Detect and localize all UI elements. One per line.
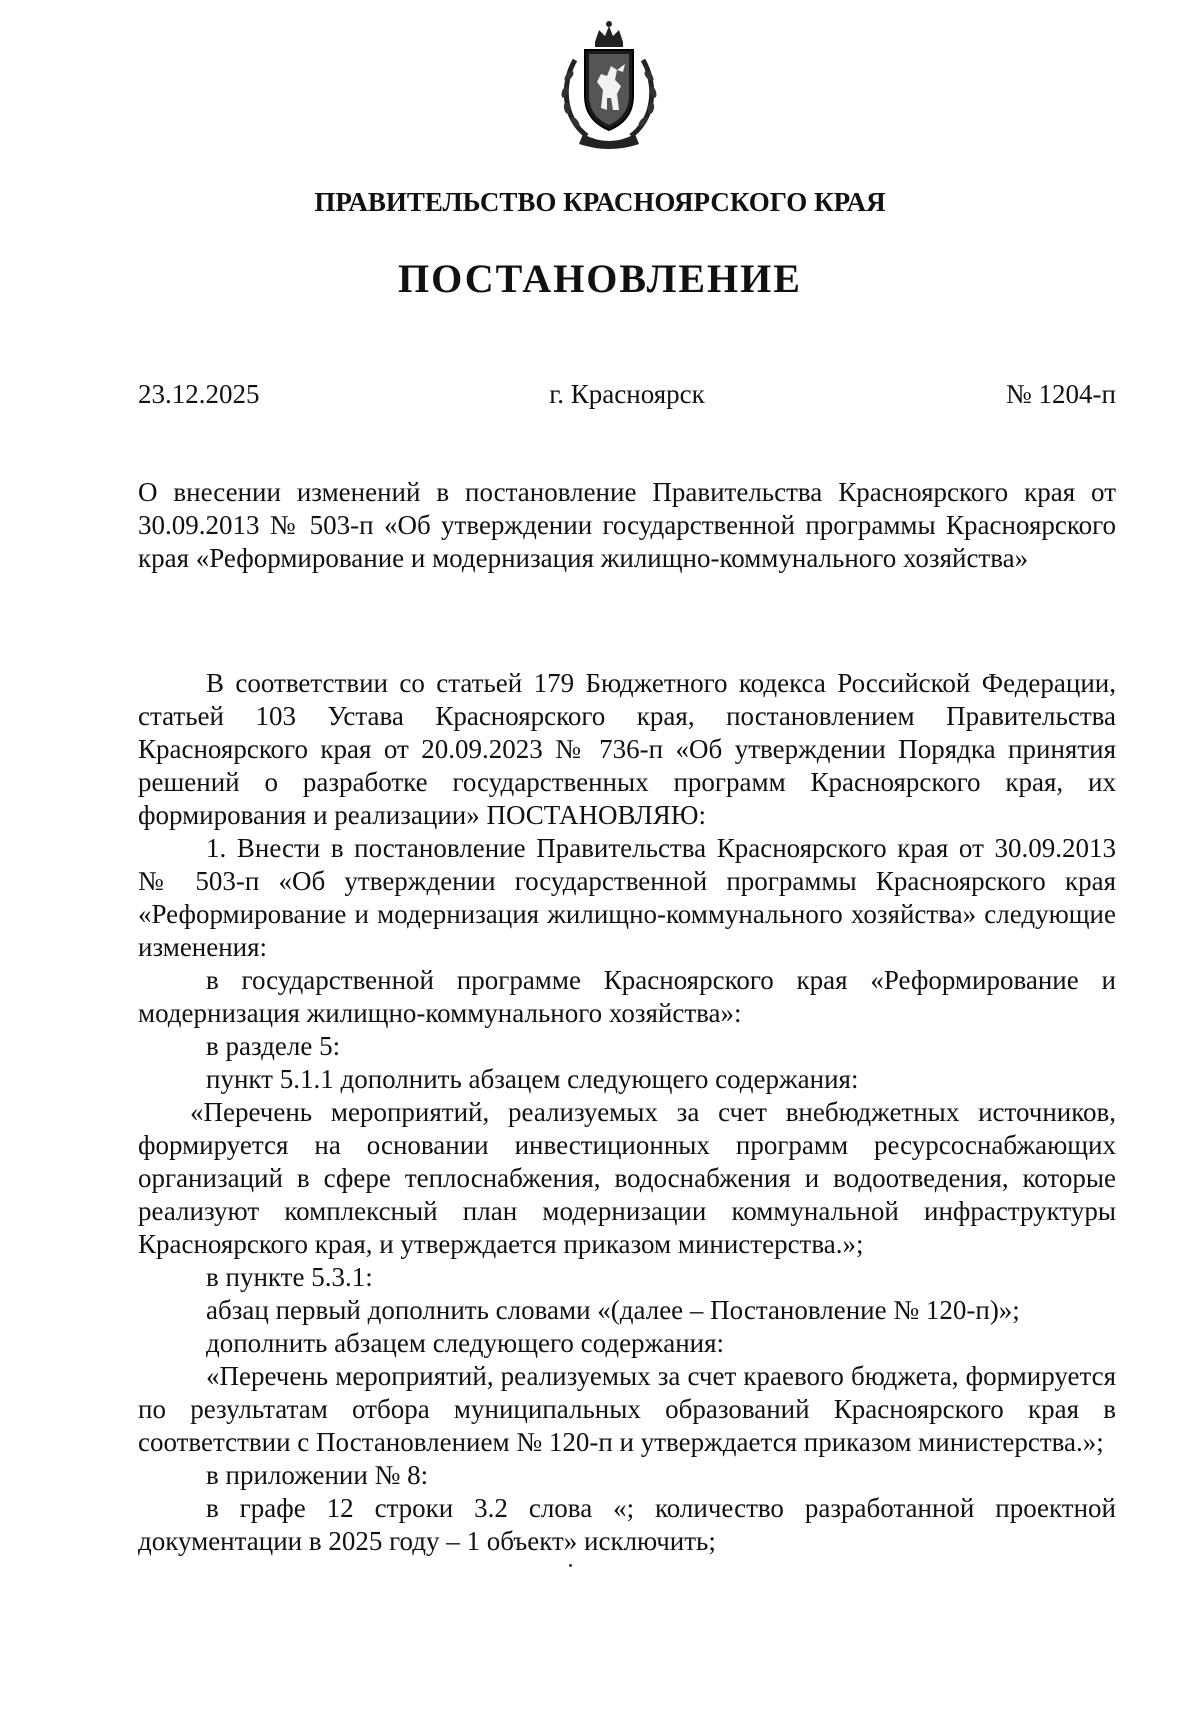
add-paragraph-line: дополнить абзацем следующего содержания: [206, 1328, 725, 1358]
preamble-paragraph: В соответствии со статьей 179 Бюджетного кодекса Российской Федерации, статьей 103 Устава Красноярского края, постановлением Правительства Красноярского края от 20.09.2023 № 736-п «Об утверждении Порядка принятия решений о разработке государственных программ Красноярского края, их формирования и реализации» ПОСТАНОВЛЯЮ: [138, 668, 1116, 830]
document-number: № 1204-п [1006, 379, 1116, 409]
item-5-1-1-line: пункт 5.1.1 дополнить абзацем следующего содержания: [206, 1064, 859, 1094]
document-meta-row [138, 378, 1116, 412]
quoted-regional-budget-paragraph: «Перечень мероприятий, реализуемых за счет краевого бюджета, формируется по результатам отбора муниципальных образований Красноярского края в соответствии с Постановлением № 120-п и утверждается приказом министерства.»; [138, 1361, 1116, 1457]
section-5-line: в разделе 5: [206, 1031, 341, 1061]
document-city: г. Красноярск [549, 379, 705, 409]
document-date: 23.12.2025 [138, 379, 260, 409]
krasnoyarsk-coat-of-arms-icon [555, 20, 663, 152]
document-type-title: ПОСТАНОВЛЕНИЕ [398, 256, 802, 301]
appendix-8-line: в приложении № 8: [206, 1460, 429, 1490]
program-changes-paragraph: в государственной программе Красноярского края «Реформирование и модернизация жилищно-коммунального хозяйства»: [138, 965, 1116, 1028]
clause-1-paragraph: 1. Внести в постановление Правительства Красноярского края от 30.09.2013 № 503-п «Об утверждении государственной программы Красноярского края «Реформирование и модернизация жилищно-коммунального хозяйства» следующие изменения: [138, 833, 1116, 962]
item-5-3-1-line: в пункте 5.3.1: [206, 1262, 373, 1292]
first-paragraph-addition-line: абзац первый дополнить словами «(далее – Постановление № 120-п)»; [206, 1295, 1020, 1325]
organization-title: ПРАВИТЕЛЬСТВО КРАСНОЯРСКОГО КРАЯ [314, 187, 886, 217]
column-12-change-paragraph: в графе 12 строки 3.2 слова «; количество разработанной проектной документации в 2025 году – 1 объект» исключить; [138, 1493, 1116, 1556]
scan-artifact-dot [569, 1564, 572, 1567]
document-subject: О внесении изменений в постановление Правительства Красноярского края от 30.09.2013 № 503-п «Об утверждении государственной программы Красноярского края «Реформирование и модернизация жилищно-коммунального хозяйства» [138, 477, 1116, 573]
document-body [138, 667, 1116, 1558]
quoted-extrabudgetary-paragraph: «Перечень мероприятий, реализуемых за счет внебюджетных источников, формируется на основании инвестиционных программ ресурсоснабжающих организаций в сфере теплоснабжения, водоснабжения и водоотведения, которые реализуют комплексный план модернизации коммунальной инфраструктуры Красноярского края, и утверждается приказом министерства.»; [138, 1097, 1116, 1259]
